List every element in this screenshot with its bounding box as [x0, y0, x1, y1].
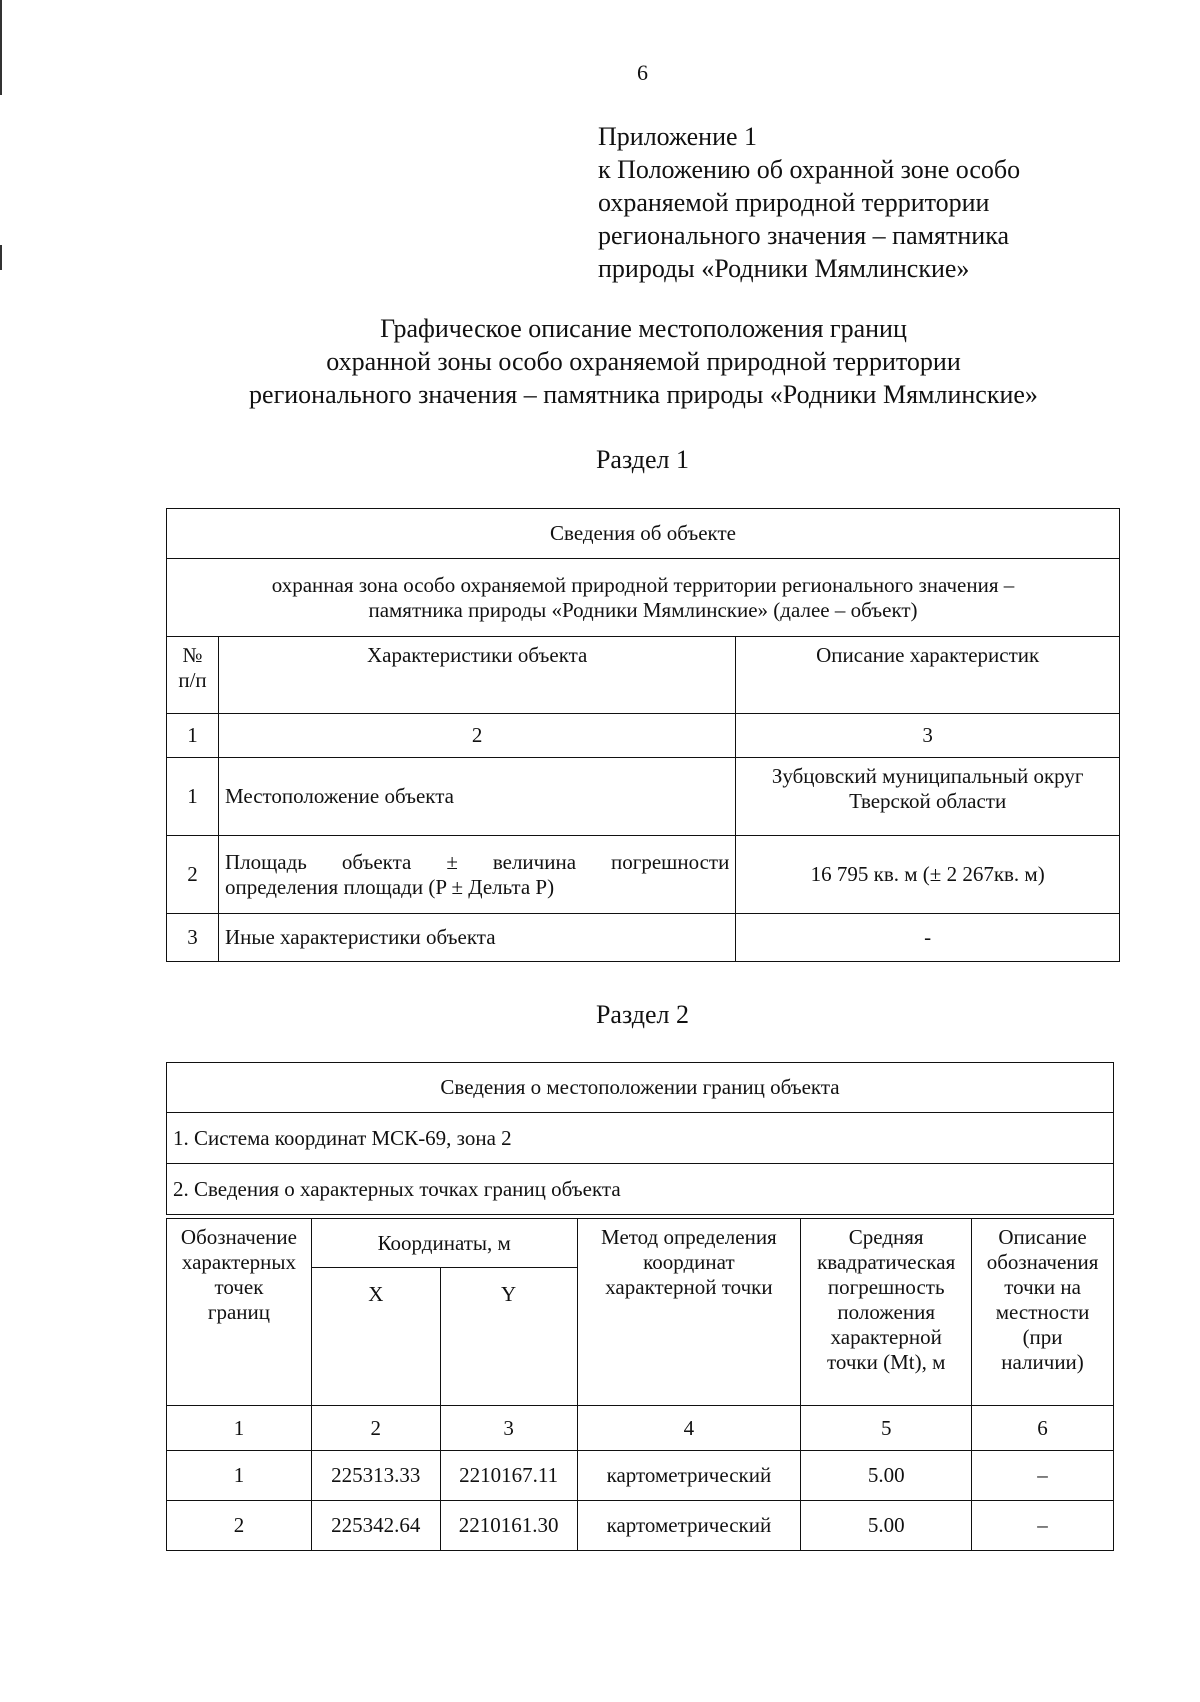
- column-header-characteristic: Характеристики объекта: [218, 637, 735, 714]
- appendix-line: Приложение 1: [598, 122, 758, 151]
- header-line: характерной: [830, 1325, 942, 1349]
- points-header: 2. Сведения о характерных точках границ объекта: [167, 1164, 1114, 1215]
- column-number: 3: [440, 1406, 577, 1451]
- boundary-points-table: [166, 1218, 1114, 1551]
- characteristic: Местоположение объекта: [218, 758, 735, 836]
- point-x: 225313.33: [311, 1451, 440, 1501]
- point-error: 5.00: [801, 1451, 972, 1501]
- column-header-error: [801, 1219, 972, 1406]
- header-line: характерной точки: [605, 1275, 773, 1299]
- column-number: 2: [218, 714, 735, 758]
- header-line: погрешность: [827, 1275, 945, 1299]
- appendix-line: природы «Родники Мямлинские»: [598, 254, 970, 283]
- location-info-table: [166, 1062, 1114, 1215]
- characteristic: Иные характеристики объекта: [218, 914, 735, 962]
- column-number: 1: [167, 714, 219, 758]
- object-info-table: [166, 508, 1120, 962]
- margin-line-mid: [0, 245, 2, 270]
- characteristic-value: -: [736, 914, 1120, 962]
- characteristic: [218, 836, 735, 914]
- object-name: [167, 559, 1120, 637]
- coordinate-system: 1. Система координат МСК-69, зона 2: [167, 1113, 1114, 1164]
- table-row: [167, 758, 1120, 836]
- column-header-description: Описание характеристик: [736, 637, 1120, 714]
- value-line: Тверской области: [849, 789, 1007, 813]
- title-line: Графическое описание местоположения границ: [380, 314, 907, 343]
- header-line: точек: [214, 1275, 264, 1299]
- title-line: охранной зоны особо охраняемой природной территории: [326, 347, 961, 376]
- table-header: Сведения об объекте: [167, 509, 1120, 559]
- column-header-description: [972, 1219, 1114, 1406]
- point-y: 2210161.30: [440, 1501, 577, 1551]
- header-line: положения: [837, 1300, 935, 1324]
- point-y: 2210167.11: [440, 1451, 577, 1501]
- row-number: 3: [167, 914, 219, 962]
- appendix-line: охраняемой природной территории: [598, 188, 990, 217]
- title-line: регионального значения – памятника природы «Родники Мямлинские»: [249, 380, 1038, 409]
- header-line: точки на: [1004, 1275, 1081, 1299]
- column-header-y: Y: [440, 1268, 577, 1406]
- page-number: 6: [637, 60, 648, 85]
- characteristic-line: определения площади (P ± Дельта P): [224, 874, 555, 899]
- column-header-x: X: [311, 1268, 440, 1406]
- characteristic-line: Площадь объекта ± величина погрешности: [224, 849, 730, 874]
- header-line: Обозначение: [180, 1225, 297, 1249]
- object-name-line: памятника природы «Родники Мямлинские» (далее – объект): [368, 597, 918, 622]
- table-row: [167, 914, 1120, 962]
- row-number: 1: [167, 758, 219, 836]
- appendix-reference: [598, 120, 1020, 285]
- table-header: Сведения о местоположении границ объекта: [167, 1063, 1114, 1113]
- header-line: Средняя: [848, 1225, 924, 1249]
- characteristic-value: [736, 758, 1120, 836]
- table-row: [167, 836, 1120, 914]
- header-line: границ: [207, 1300, 271, 1324]
- appendix-line: регионального значения – памятника: [598, 221, 1009, 250]
- column-header-coordinates: Координаты, м: [311, 1219, 577, 1268]
- column-number: 5: [801, 1406, 972, 1451]
- point-x: 225342.64: [311, 1501, 440, 1551]
- point-description: –: [972, 1501, 1114, 1551]
- row-number: 2: [167, 836, 219, 914]
- value-line: Зубцовский муниципальный округ: [771, 764, 1084, 788]
- point-method: картометрический: [577, 1501, 801, 1551]
- header-line: характерных: [181, 1250, 296, 1274]
- header-line: координат: [643, 1250, 735, 1274]
- document-title: [0, 312, 1200, 411]
- table-row: [167, 1451, 1114, 1501]
- column-number: 1: [167, 1406, 312, 1451]
- column-header-num: № п/п: [167, 637, 219, 714]
- column-number: 2: [311, 1406, 440, 1451]
- header-line: обозначения: [986, 1250, 1099, 1274]
- header-line: местности: [995, 1300, 1090, 1324]
- point-id: 1: [167, 1451, 312, 1501]
- characteristic-value: 16 795 кв. м (± 2 267кв. м): [736, 836, 1120, 914]
- table-row: [167, 1501, 1114, 1551]
- object-name-line: охранная зона особо охраняемой природной территории регионального значения –: [271, 572, 1015, 597]
- header-line: наличии): [1001, 1350, 1084, 1374]
- point-error: 5.00: [801, 1501, 972, 1551]
- header-line: Описание: [998, 1225, 1087, 1249]
- header-line: Метод определения: [601, 1225, 777, 1249]
- appendix-line: к Положению об охранной зоне особо: [598, 155, 1021, 184]
- column-number: 6: [972, 1406, 1114, 1451]
- column-header-designation: [167, 1219, 312, 1406]
- section2-heading: Раздел 2: [595, 1000, 690, 1029]
- column-number: 3: [736, 714, 1120, 758]
- point-description: –: [972, 1451, 1114, 1501]
- column-number: 4: [577, 1406, 801, 1451]
- header-line: квадратическая: [817, 1250, 956, 1274]
- point-method: картометрический: [577, 1451, 801, 1501]
- point-id: 2: [167, 1501, 312, 1551]
- column-header-method: [577, 1219, 801, 1406]
- header-line: (при: [1022, 1325, 1063, 1349]
- section1-heading: Раздел 1: [595, 445, 690, 474]
- header-line: точки (Mt), м: [826, 1350, 946, 1374]
